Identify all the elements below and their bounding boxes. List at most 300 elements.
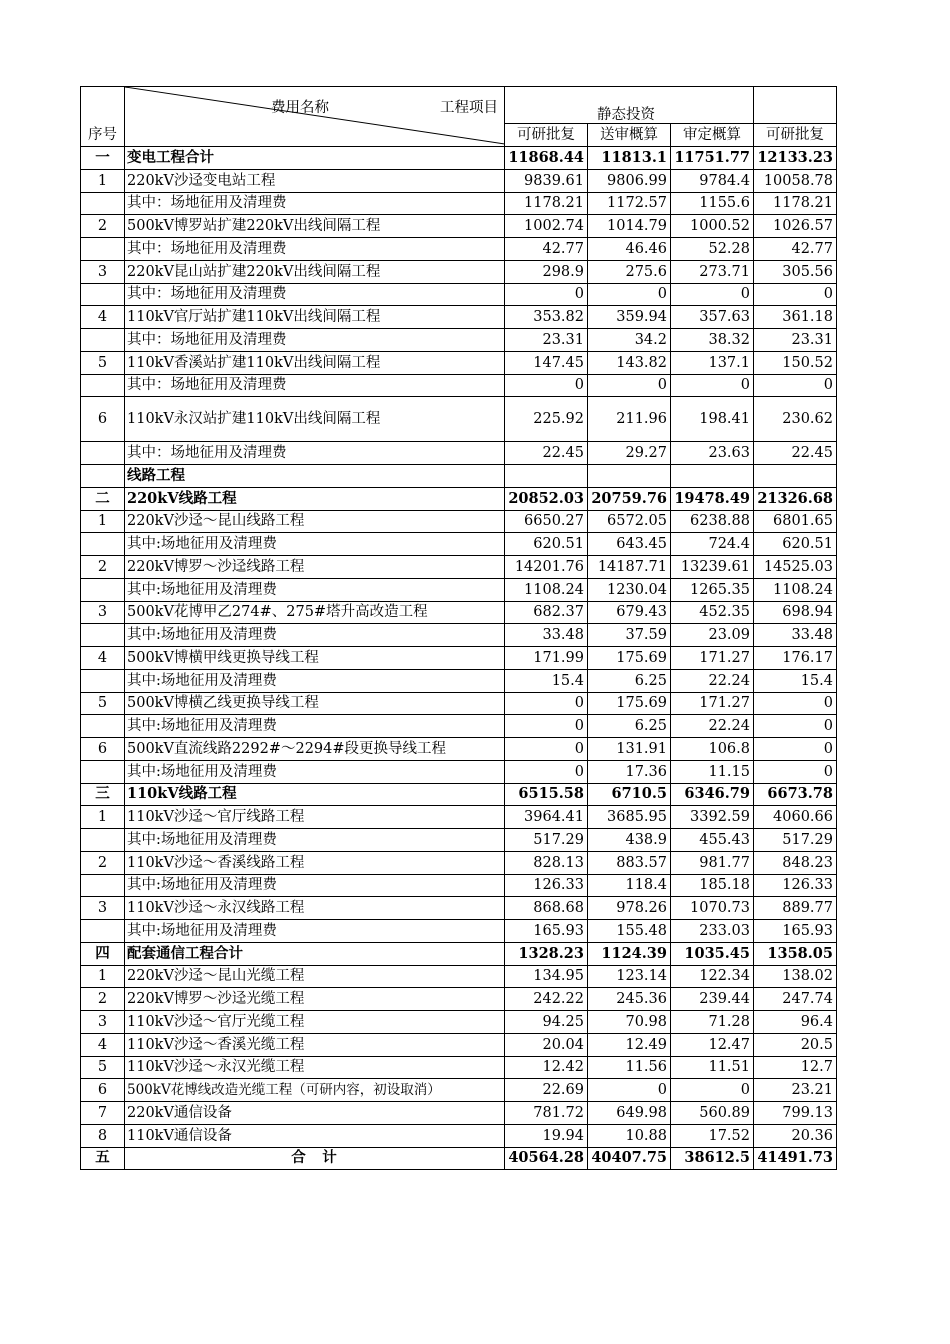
row-value: 649.98 — [588, 1102, 671, 1125]
row-value: 165.93 — [505, 920, 588, 943]
row-value: 828.13 — [505, 851, 588, 874]
row-value: 143.82 — [588, 351, 671, 374]
row-value: 1265.35 — [671, 578, 754, 601]
row-value: 6650.27 — [505, 510, 588, 533]
row-value: 361.18 — [754, 306, 837, 329]
row-value: 11751.77 — [671, 147, 754, 170]
table-row — [81, 533, 837, 556]
table-row — [81, 215, 837, 238]
row-value: 1328.23 — [505, 942, 588, 965]
row-value: 23.63 — [671, 442, 754, 465]
row-name: 线路工程 — [125, 465, 505, 488]
row-seq: 1 — [81, 510, 125, 533]
row-value: 9839.61 — [505, 169, 588, 192]
row-value: 239.44 — [671, 988, 754, 1011]
row-name: 其中:场地征用及清理费 — [125, 578, 505, 601]
row-value: 438.9 — [588, 829, 671, 852]
row-value: 9806.99 — [588, 169, 671, 192]
row-seq: 1 — [81, 965, 125, 988]
row-value: 198.41 — [671, 397, 754, 442]
project-label: 工程项目 — [440, 100, 498, 116]
table-row — [81, 442, 837, 465]
row-name: 其中：场地征用及清理费 — [125, 283, 505, 306]
table-row — [81, 692, 837, 715]
row-value: 11813.1 — [588, 147, 671, 170]
row-seq: 3 — [81, 601, 125, 624]
row-value: 517.29 — [754, 829, 837, 852]
table-row — [81, 306, 837, 329]
row-value: 620.51 — [754, 533, 837, 556]
row-value: 0 — [505, 738, 588, 761]
row-value: 42.77 — [505, 238, 588, 261]
row-name: 220kV线路工程 — [125, 487, 505, 510]
table-row — [81, 601, 837, 624]
table-row — [81, 806, 837, 829]
row-value: 17.52 — [671, 1124, 754, 1147]
row-value: 70.98 — [588, 1011, 671, 1034]
row-value: 225.92 — [505, 397, 588, 442]
row-seq: 5 — [81, 351, 125, 374]
row-seq: 6 — [81, 738, 125, 761]
row-value: 21326.68 — [754, 487, 837, 510]
row-seq: 4 — [81, 1033, 125, 1056]
row-value: 305.56 — [754, 260, 837, 283]
row-value: 71.28 — [671, 1011, 754, 1034]
row-seq: 2 — [81, 556, 125, 579]
row-seq — [81, 374, 125, 397]
table-row — [81, 715, 837, 738]
row-name: 110kV香溪站扩建110kV出线间隔工程 — [125, 351, 505, 374]
row-name: 500kV博横乙线更换导线工程 — [125, 692, 505, 715]
row-value — [505, 465, 588, 488]
row-seq: 1 — [81, 169, 125, 192]
row-value: 0 — [588, 283, 671, 306]
row-value: 20.36 — [754, 1124, 837, 1147]
col-header-approved: 审定概算 — [671, 124, 754, 147]
row-seq — [81, 624, 125, 647]
seq-header-top — [81, 87, 125, 124]
row-name: 其中:场地征用及清理费 — [125, 624, 505, 647]
row-value: 138.02 — [754, 965, 837, 988]
row-value: 275.6 — [588, 260, 671, 283]
row-seq: 8 — [81, 1124, 125, 1147]
table-row — [81, 942, 837, 965]
table-row — [81, 669, 837, 692]
row-value: 0 — [505, 692, 588, 715]
row-value: 20759.76 — [588, 487, 671, 510]
row-name: 500kV花博线改造光缆工程（可研内容，初设取消） — [125, 1079, 505, 1102]
row-value: 247.74 — [754, 988, 837, 1011]
row-value: 34.2 — [588, 329, 671, 352]
row-value: 6801.65 — [754, 510, 837, 533]
row-value: 171.27 — [671, 692, 754, 715]
row-value — [754, 465, 837, 488]
row-name: 110kV永汉站扩建110kV出线间隔工程 — [125, 397, 505, 442]
row-value: 137.1 — [671, 351, 754, 374]
row-value: 10.88 — [588, 1124, 671, 1147]
table-row — [81, 238, 837, 261]
row-value: 799.13 — [754, 1102, 837, 1125]
table-row — [81, 624, 837, 647]
row-value: 0 — [671, 374, 754, 397]
row-value: 0 — [754, 283, 837, 306]
row-value: 22.24 — [671, 715, 754, 738]
table-row — [81, 1056, 837, 1079]
row-value: 848.23 — [754, 851, 837, 874]
row-value: 118.4 — [588, 874, 671, 897]
row-value: 245.36 — [588, 988, 671, 1011]
row-value: 22.24 — [671, 669, 754, 692]
table-row — [81, 897, 837, 920]
row-value: 52.28 — [671, 238, 754, 261]
row-seq — [81, 669, 125, 692]
row-value: 22.45 — [754, 442, 837, 465]
row-value: 1014.79 — [588, 215, 671, 238]
row-seq: 6 — [81, 1079, 125, 1102]
row-name: 变电工程合计 — [125, 147, 505, 170]
row-value: 233.03 — [671, 920, 754, 943]
row-value: 29.27 — [588, 442, 671, 465]
table-row — [81, 556, 837, 579]
table-row — [81, 760, 837, 783]
row-value: 38.32 — [671, 329, 754, 352]
row-seq — [81, 533, 125, 556]
row-seq — [81, 829, 125, 852]
row-value: 176.17 — [754, 647, 837, 670]
row-seq: 6 — [81, 397, 125, 442]
row-value: 0 — [505, 283, 588, 306]
row-value: 6673.78 — [754, 783, 837, 806]
row-seq: 4 — [81, 306, 125, 329]
row-value: 1070.73 — [671, 897, 754, 920]
row-name: 110kV沙迳～官厅线路工程 — [125, 806, 505, 829]
static-investment-header — [505, 87, 754, 124]
total-row — [81, 1147, 837, 1170]
row-seq: 7 — [81, 1102, 125, 1125]
row-name: 110kV沙迳～永汉光缆工程 — [125, 1056, 505, 1079]
total-value: 40407.75 — [588, 1147, 671, 1170]
row-seq: 3 — [81, 1011, 125, 1034]
row-value: 679.43 — [588, 601, 671, 624]
row-value: 17.36 — [588, 760, 671, 783]
row-name: 110kV沙迳～香溪光缆工程 — [125, 1033, 505, 1056]
row-value: 1178.21 — [754, 192, 837, 215]
col-header-feasibility-2: 可研批复 — [754, 124, 837, 147]
row-value: 6.25 — [588, 669, 671, 692]
row-value: 106.8 — [671, 738, 754, 761]
row-value: 0 — [505, 374, 588, 397]
row-seq — [81, 715, 125, 738]
row-value: 46.46 — [588, 238, 671, 261]
row-value: 11.56 — [588, 1056, 671, 1079]
row-seq — [81, 192, 125, 215]
table-row — [81, 851, 837, 874]
table-row — [81, 1079, 837, 1102]
row-value: 6515.58 — [505, 783, 588, 806]
fee-name-label: 费用名称 — [271, 100, 329, 116]
col-header-submitted: 送审概算 — [588, 124, 671, 147]
row-value: 724.4 — [671, 533, 754, 556]
row-name: 配套通信工程合计 — [125, 942, 505, 965]
table-row — [81, 988, 837, 1011]
row-value: 150.52 — [754, 351, 837, 374]
row-value: 23.21 — [754, 1079, 837, 1102]
table-row — [81, 169, 837, 192]
row-name: 220kV沙迳～昆山光缆工程 — [125, 965, 505, 988]
row-seq: 四 — [81, 942, 125, 965]
row-value: 175.69 — [588, 647, 671, 670]
row-seq: 3 — [81, 260, 125, 283]
row-seq: 2 — [81, 851, 125, 874]
total-value: 41491.73 — [754, 1147, 837, 1170]
row-seq — [81, 329, 125, 352]
row-value: 560.89 — [671, 1102, 754, 1125]
row-value: 698.94 — [754, 601, 837, 624]
row-value: 298.9 — [505, 260, 588, 283]
row-value: 13239.61 — [671, 556, 754, 579]
row-seq — [81, 283, 125, 306]
row-value: 10058.78 — [754, 169, 837, 192]
row-value: 23.31 — [505, 329, 588, 352]
row-name: 220kV通信设备 — [125, 1102, 505, 1125]
row-value: 620.51 — [505, 533, 588, 556]
row-name: 110kV沙迳～官厅光缆工程 — [125, 1011, 505, 1034]
investment-table — [80, 86, 837, 1170]
row-value: 171.27 — [671, 647, 754, 670]
table-row — [81, 965, 837, 988]
table-row — [81, 192, 837, 215]
row-value: 14187.71 — [588, 556, 671, 579]
table-row — [81, 578, 837, 601]
row-value: 517.29 — [505, 829, 588, 852]
row-value: 978.26 — [588, 897, 671, 920]
row-value: 11.51 — [671, 1056, 754, 1079]
row-value: 0 — [671, 283, 754, 306]
total-value: 38612.5 — [671, 1147, 754, 1170]
row-value: 889.77 — [754, 897, 837, 920]
row-value: 134.95 — [505, 965, 588, 988]
row-value: 1108.24 — [754, 578, 837, 601]
row-value: 1035.45 — [671, 942, 754, 965]
row-seq: 2 — [81, 988, 125, 1011]
row-value: 781.72 — [505, 1102, 588, 1125]
row-name: 110kV官厅站扩建110kV出线间隔工程 — [125, 306, 505, 329]
row-value: 33.48 — [505, 624, 588, 647]
row-value: 126.33 — [505, 874, 588, 897]
row-value: 14525.03 — [754, 556, 837, 579]
row-value: 23.31 — [754, 329, 837, 352]
table-row — [81, 510, 837, 533]
row-seq: 1 — [81, 806, 125, 829]
table-row — [81, 374, 837, 397]
row-value: 1155.6 — [671, 192, 754, 215]
row-seq — [81, 578, 125, 601]
row-value: 147.45 — [505, 351, 588, 374]
table-row — [81, 920, 837, 943]
row-value: 0 — [754, 715, 837, 738]
static-investment-label: 静态投资 — [597, 107, 655, 123]
row-value: 1124.39 — [588, 942, 671, 965]
row-value: 14201.76 — [505, 556, 588, 579]
row-value: 171.99 — [505, 647, 588, 670]
row-name: 其中:场地征用及清理费 — [125, 669, 505, 692]
row-seq: 一 — [81, 147, 125, 170]
table-row — [81, 647, 837, 670]
row-seq: 5 — [81, 1056, 125, 1079]
table-row — [81, 874, 837, 897]
row-value: 126.33 — [754, 874, 837, 897]
row-value: 0 — [588, 374, 671, 397]
row-value: 6.25 — [588, 715, 671, 738]
row-seq — [81, 920, 125, 943]
table-row — [81, 783, 837, 806]
row-value: 96.4 — [754, 1011, 837, 1034]
row-value: 11868.44 — [505, 147, 588, 170]
row-name: 其中:场地征用及清理费 — [125, 920, 505, 943]
row-value: 12.42 — [505, 1056, 588, 1079]
row-value: 23.09 — [671, 624, 754, 647]
row-value: 357.63 — [671, 306, 754, 329]
table-row — [81, 829, 837, 852]
row-value: 12.7 — [754, 1056, 837, 1079]
row-value: 22.69 — [505, 1079, 588, 1102]
row-seq: 3 — [81, 897, 125, 920]
row-value: 359.94 — [588, 306, 671, 329]
row-value: 3685.95 — [588, 806, 671, 829]
table-row — [81, 147, 837, 170]
row-seq: 二 — [81, 487, 125, 510]
row-value: 11.15 — [671, 760, 754, 783]
row-seq — [81, 442, 125, 465]
row-name: 其中：场地征用及清理费 — [125, 192, 505, 215]
row-value: 0 — [754, 738, 837, 761]
row-value: 981.77 — [671, 851, 754, 874]
row-value: 0 — [754, 374, 837, 397]
row-value: 682.37 — [505, 601, 588, 624]
row-value: 455.43 — [671, 829, 754, 852]
row-value: 12.49 — [588, 1033, 671, 1056]
row-name: 其中:场地征用及清理费 — [125, 829, 505, 852]
row-value: 0 — [588, 1079, 671, 1102]
row-name: 其中：场地征用及清理费 — [125, 238, 505, 261]
row-value: 3964.41 — [505, 806, 588, 829]
row-value: 155.48 — [588, 920, 671, 943]
table-row — [81, 1011, 837, 1034]
row-value: 1002.74 — [505, 215, 588, 238]
row-value: 0 — [505, 715, 588, 738]
row-value: 868.68 — [505, 897, 588, 920]
row-name: 110kV沙迳～永汉线路工程 — [125, 897, 505, 920]
row-name: 其中:场地征用及清理费 — [125, 533, 505, 556]
row-name: 220kV昆山站扩建220kV出线间隔工程 — [125, 260, 505, 283]
row-value: 22.45 — [505, 442, 588, 465]
total-value: 40564.28 — [505, 1147, 588, 1170]
row-seq — [81, 238, 125, 261]
total-seq: 五 — [81, 1147, 125, 1170]
row-value: 273.71 — [671, 260, 754, 283]
total-label: 合 计 — [125, 1147, 505, 1170]
row-value: 0 — [754, 692, 837, 715]
row-value: 6572.05 — [588, 510, 671, 533]
row-value: 6710.5 — [588, 783, 671, 806]
row-value: 12.47 — [671, 1033, 754, 1056]
table-row — [81, 260, 837, 283]
row-value: 94.25 — [505, 1011, 588, 1034]
row-name: 其中：场地征用及清理费 — [125, 329, 505, 352]
row-value: 9784.4 — [671, 169, 754, 192]
header-row-1 — [81, 87, 837, 124]
row-value: 122.34 — [671, 965, 754, 988]
row-value: 0 — [505, 760, 588, 783]
row-name: 其中:场地征用及清理费 — [125, 760, 505, 783]
row-value: 37.59 — [588, 624, 671, 647]
row-value: 185.18 — [671, 874, 754, 897]
table-row — [81, 738, 837, 761]
row-name: 110kV沙迳～香溪线路工程 — [125, 851, 505, 874]
row-value: 15.4 — [754, 669, 837, 692]
row-value: 1178.21 — [505, 192, 588, 215]
table-row — [81, 465, 837, 488]
row-value: 230.62 — [754, 397, 837, 442]
row-value: 123.14 — [588, 965, 671, 988]
row-name: 110kV通信设备 — [125, 1124, 505, 1147]
row-name: 其中：场地征用及清理费 — [125, 442, 505, 465]
row-value: 0 — [671, 1079, 754, 1102]
table-row — [81, 351, 837, 374]
row-value — [671, 465, 754, 488]
row-value: 1230.04 — [588, 578, 671, 601]
row-seq: 4 — [81, 647, 125, 670]
row-value — [588, 465, 671, 488]
table-row — [81, 329, 837, 352]
row-value: 883.57 — [588, 851, 671, 874]
row-seq — [81, 465, 125, 488]
row-value: 3392.59 — [671, 806, 754, 829]
row-value: 15.4 — [505, 669, 588, 692]
row-value: 20.5 — [754, 1033, 837, 1056]
row-value: 1172.57 — [588, 192, 671, 215]
row-name: 220kV博罗～沙迳光缆工程 — [125, 988, 505, 1011]
row-name: 500kV花博甲乙274#、275#塔升高改造工程 — [125, 601, 505, 624]
row-value: 33.48 — [754, 624, 837, 647]
row-name: 其中:场地征用及清理费 — [125, 874, 505, 897]
row-value: 353.82 — [505, 306, 588, 329]
col-header-feasibility: 可研批复 — [505, 124, 588, 147]
row-name: 其中：场地征用及清理费 — [125, 374, 505, 397]
row-value: 20852.03 — [505, 487, 588, 510]
row-seq: 三 — [81, 783, 125, 806]
row-value: 211.96 — [588, 397, 671, 442]
row-value: 12133.23 — [754, 147, 837, 170]
row-value: 0 — [754, 760, 837, 783]
row-name: 220kV沙迳变电站工程 — [125, 169, 505, 192]
table-row — [81, 397, 837, 442]
row-value: 19478.49 — [671, 487, 754, 510]
row-name: 220kV沙迳～昆山线路工程 — [125, 510, 505, 533]
table-row — [81, 1033, 837, 1056]
row-seq — [81, 874, 125, 897]
table-row — [81, 487, 837, 510]
row-value: 19.94 — [505, 1124, 588, 1147]
table-row — [81, 1124, 837, 1147]
extra-header-top — [754, 87, 837, 124]
row-value: 131.91 — [588, 738, 671, 761]
row-value: 1026.57 — [754, 215, 837, 238]
row-value: 4060.66 — [754, 806, 837, 829]
row-name: 500kV博罗站扩建220kV出线间隔工程 — [125, 215, 505, 238]
row-name: 110kV线路工程 — [125, 783, 505, 806]
row-name: 其中:场地征用及清理费 — [125, 715, 505, 738]
